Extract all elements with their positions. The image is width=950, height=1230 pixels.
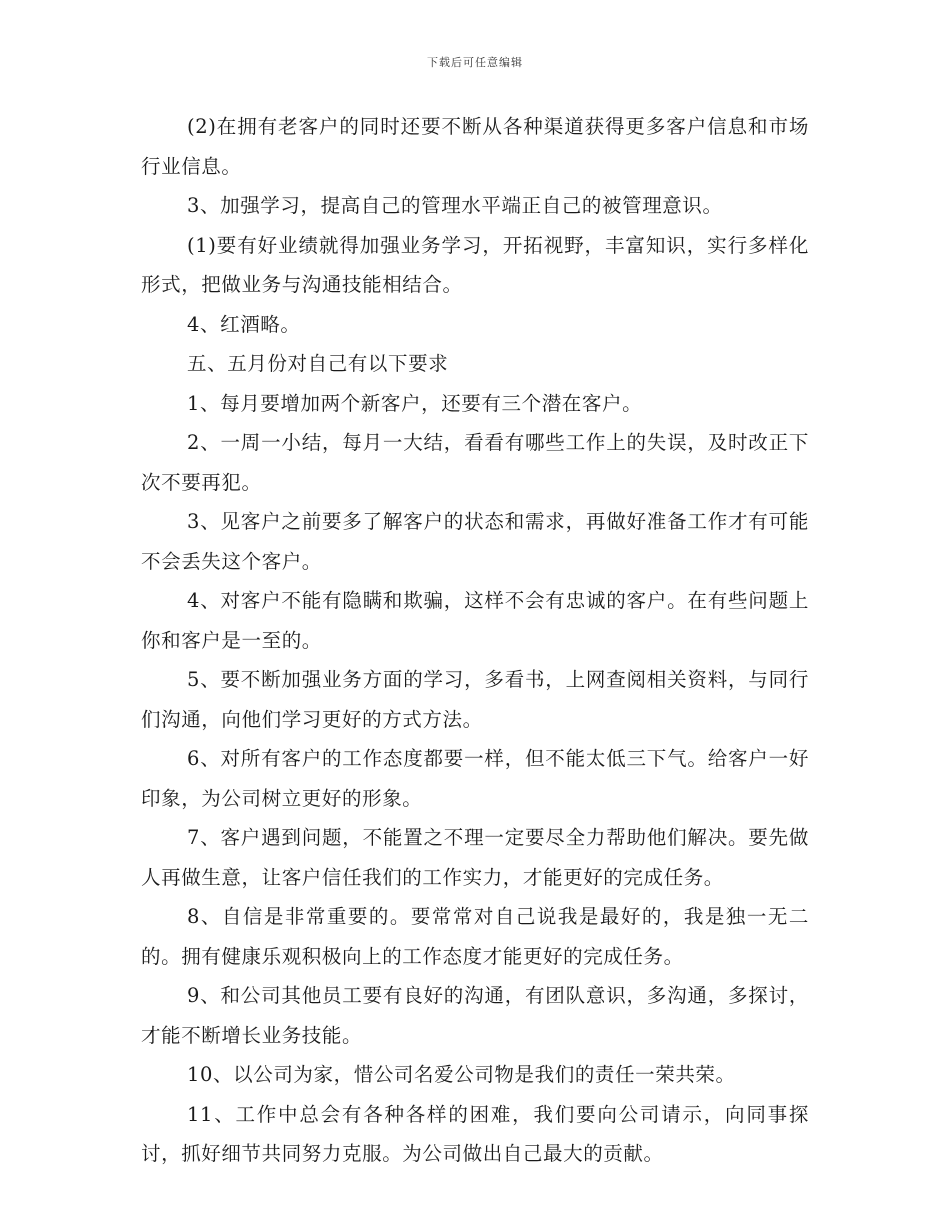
paragraph: 10、以公司为家，惜公司名爱公司物是我们的责任一荣共荣。 [187,1063,736,1086]
paragraph: (2)在拥有老客户的同时还要不断从各种渠道获得更多客户信息和市场行业信息。 [141,115,809,178]
paragraph: 7、客户遇到问题，不能置之不理一定要尽全力帮助他们解决。要先做人再做生意，让客户信任我们的工作实力，才能更好的完成任务。 [141,826,809,889]
paragraph: 6、对所有客户的工作态度都要一样，但不能太低三下气。给客户一好印象，为公司树立更好的形象。 [141,747,809,810]
paragraph: 3、见客户之前要多了解客户的状态和需求，再做好准备工作才有可能不会丢失这个客户。 [141,510,809,573]
section-heading: 五、五月份对自己有以下要求 [187,352,449,375]
paragraph: 1、每月要增加两个新客户，还要有三个潜在客户。 [187,391,643,415]
paragraph: 5、要不断加强业务方面的学习，多看书，上网查阅相关资料，与同行们沟通，向他们学习更好的方式方法。 [141,668,809,731]
paragraph: 2、一周一小结，每月一大结，看看有哪些工作上的失误，及时改正下次不要再犯。 [141,431,809,494]
paragraph: (1)要有好业绩就得加强业务学习，开拓视野，丰富知识，实行多样化形式，把做业务与沟通技能相结合。 [141,233,809,296]
paragraph: 9、和公司其他员工要有良好的沟通，有团队意识，多沟通，多探讨，才能不断增长业务技能。 [141,984,809,1047]
paragraph: 3、加强学习，提高自己的管理水平端正自己的被管理意识。 [187,194,723,217]
paragraph: 11、工作中总会有各种各样的困难，我们要向公司请示，向同事探讨，抓好细节共同努力克服。为公司做出自己最大的贡献。 [141,1102,809,1165]
paragraph: 4、红酒略。 [187,312,301,336]
page-header: 下载后可任意编辑 [427,56,523,69]
document-body [141,107,809,1174]
paragraph: 4、对客户不能有隐瞒和欺骗，这样不会有忠诚的客户。在有些问题上你和客户是一至的。 [141,589,809,652]
paragraph: 8、自信是非常重要的。要常常对自己说我是最好的，我是独一无二的。拥有健康乐观积极向上的工作态度才能更好的完成任务。 [141,905,809,968]
